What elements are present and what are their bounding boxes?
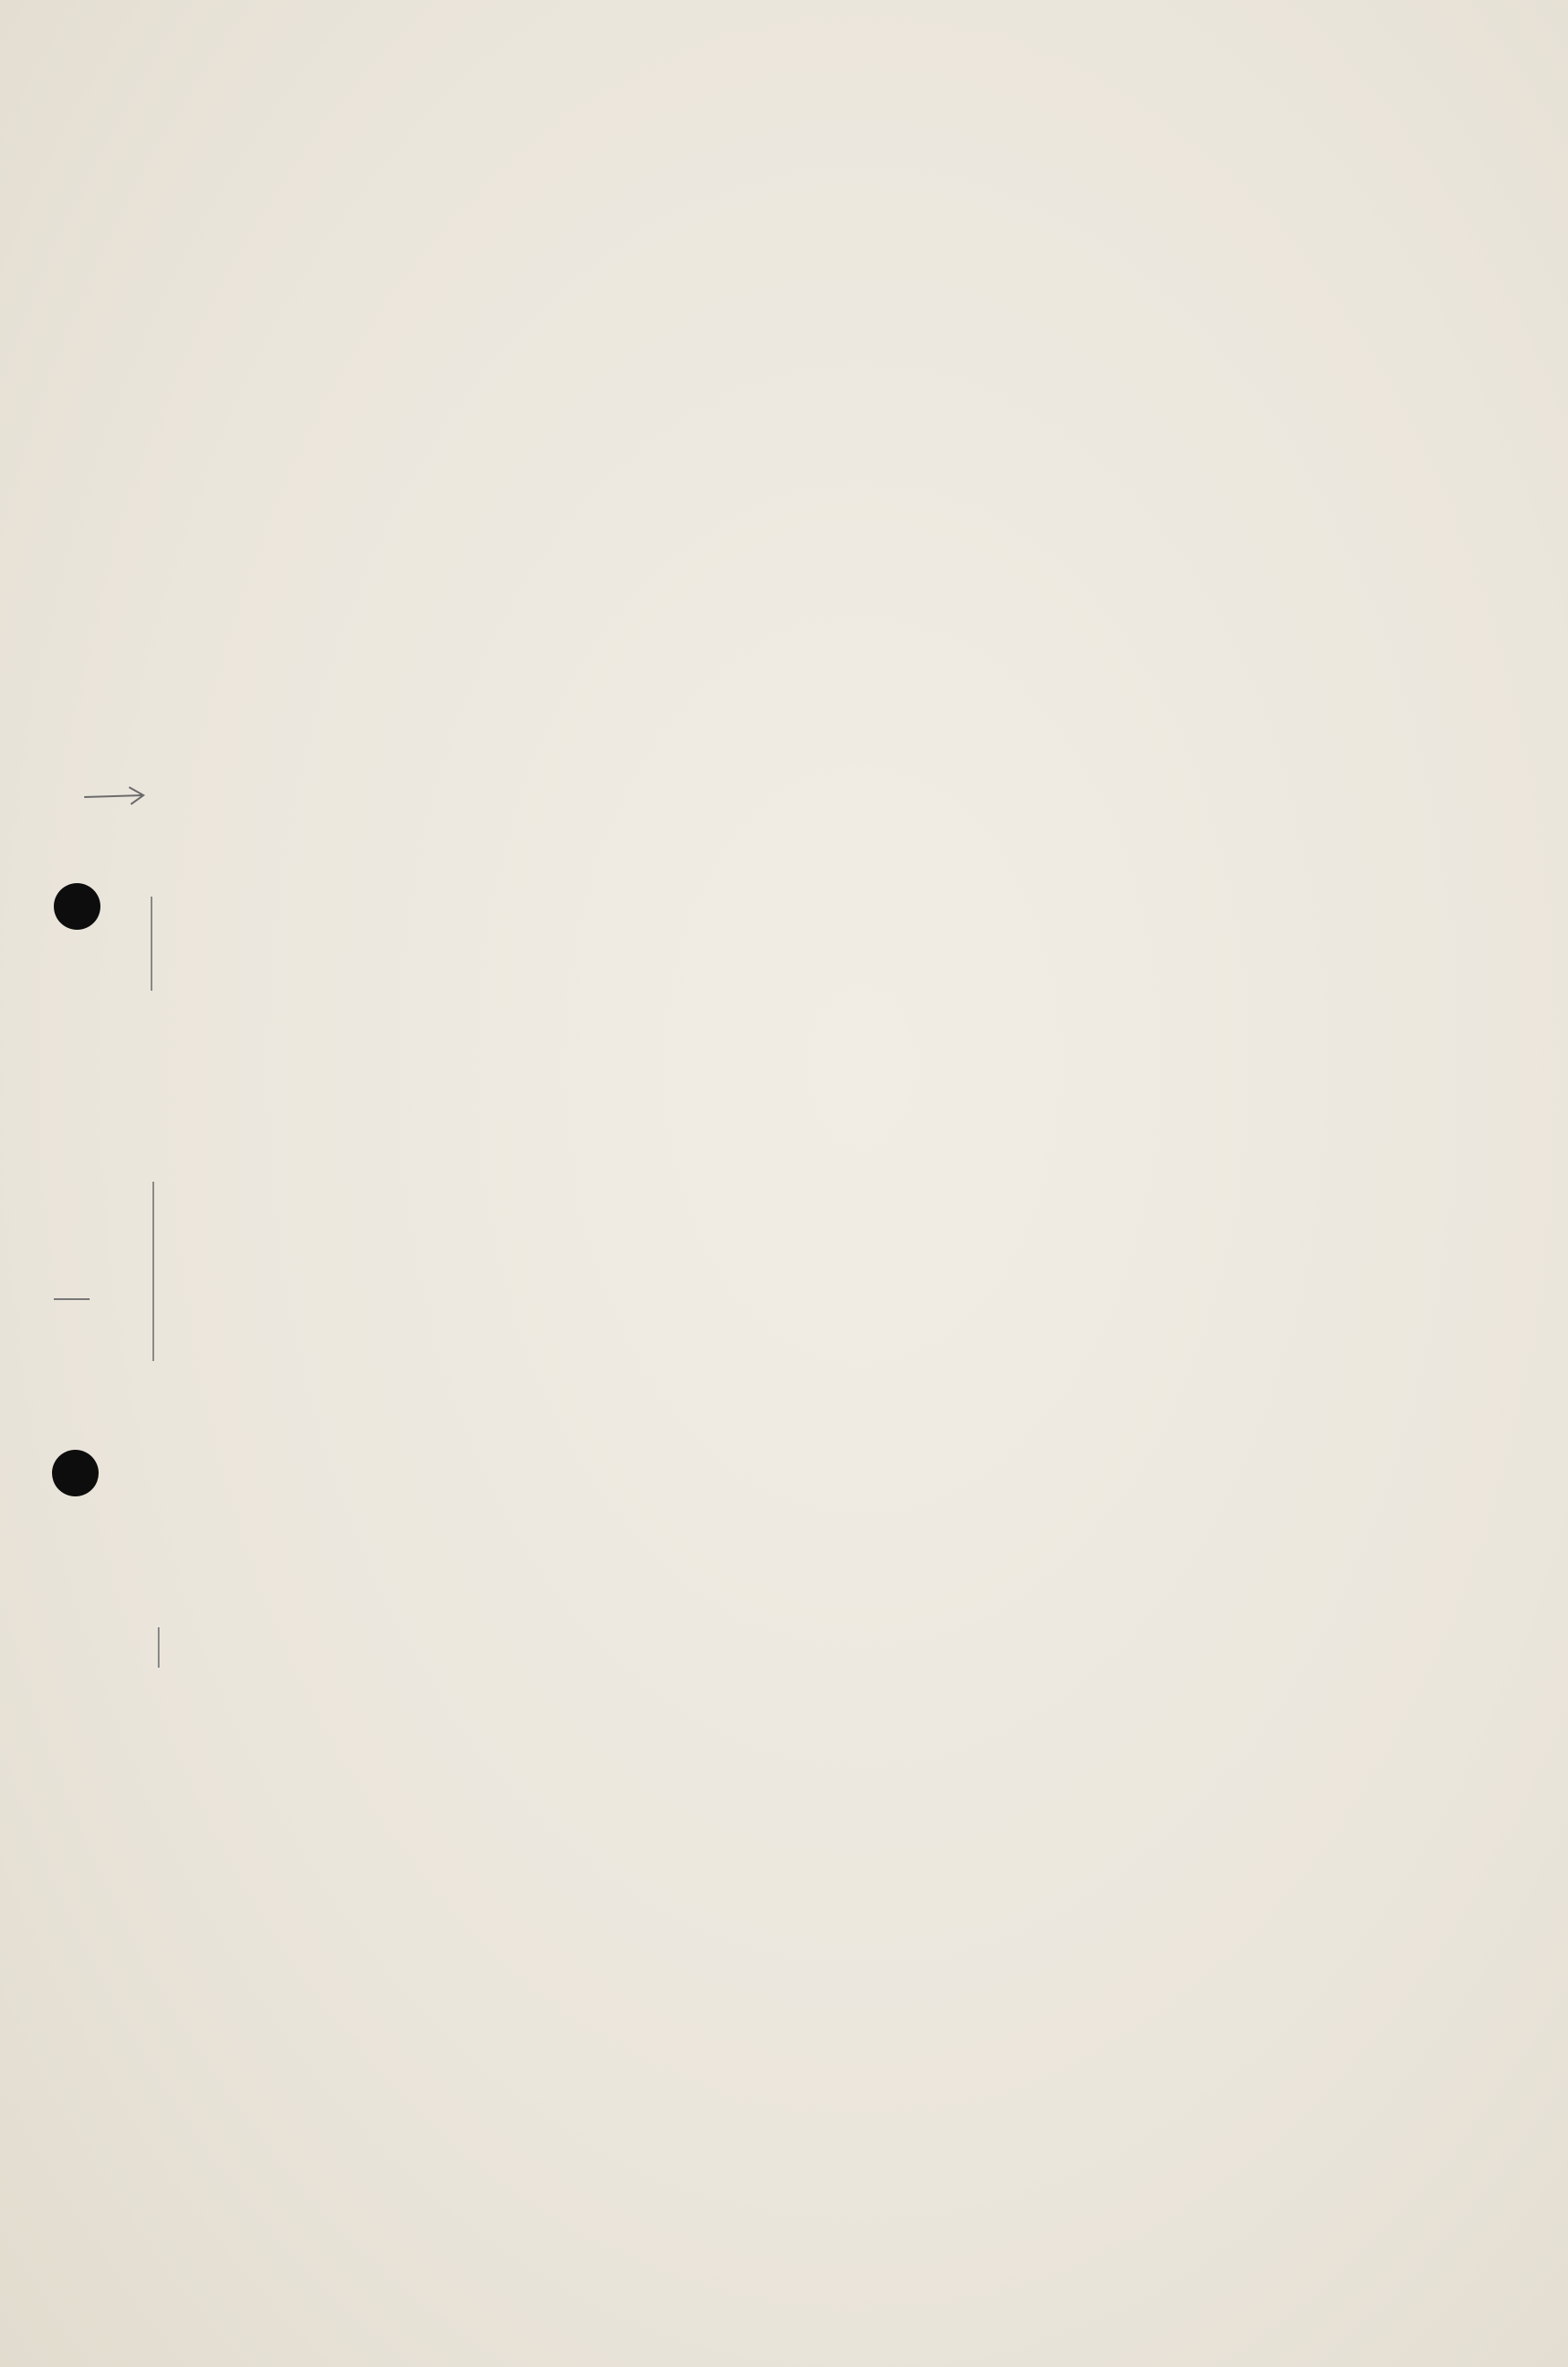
margin-bracket-mark bbox=[152, 1182, 154, 1361]
margin-arrow-mark bbox=[82, 783, 147, 810]
margin-dash-mark bbox=[54, 1298, 90, 1300]
punch-hole-bottom bbox=[52, 1450, 99, 1496]
margin-bracket-mark bbox=[158, 1627, 160, 1668]
margin-bracket-mark bbox=[151, 897, 152, 991]
punch-hole-top bbox=[54, 883, 100, 930]
